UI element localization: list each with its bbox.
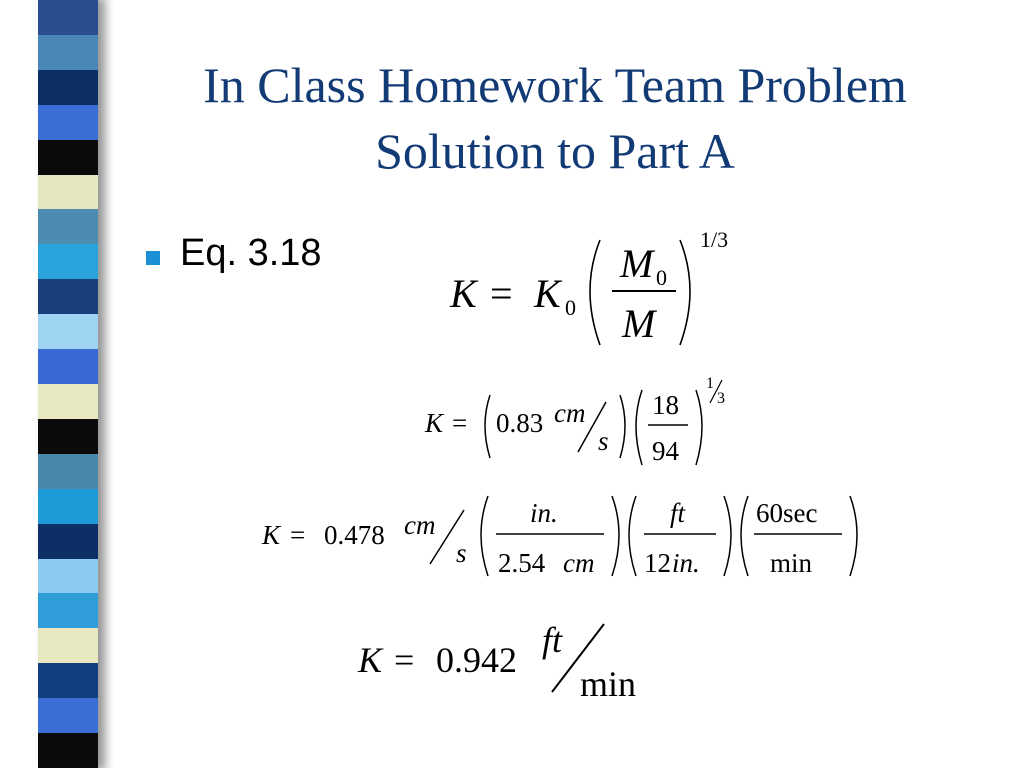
stripe-segment [38,0,98,35]
stripe-segment [38,489,98,524]
title-line-2: Solution to Part A [375,123,735,179]
eq1-left-paren [590,240,600,345]
eq2-unit-num: cm [554,398,586,428]
bullet-square-icon [146,251,160,265]
equation-2 [420,370,740,470]
eq1-lhs: K [450,271,477,316]
equation-4 [352,612,662,707]
eq3-f2-den-val: 12 [644,548,671,578]
eq3-f2-num: ft [670,498,686,528]
eq1-num: M [620,241,654,286]
stripe-segment [38,698,98,733]
stripe-segment [38,559,98,594]
stripe-segment [38,454,98,489]
eq4-unit-den: min [580,664,637,704]
eq1-den: M [622,301,656,346]
stripe-segment [38,70,98,105]
eq2-value: 0.83 [496,408,544,438]
eq4-value: 0.942 [436,640,517,680]
stripe-segment [38,384,98,419]
stripe-segment [38,140,98,175]
eq3-f3-den: min [770,548,813,578]
stripe-segment [38,209,98,244]
eq2-unit-den: s [598,426,609,456]
eq1-exponent: 1/3 [700,227,729,252]
eq3-f1-den-val: 2.54 [498,548,546,578]
stripe-segment [38,593,98,628]
eq2-den: 94 [652,436,679,466]
eq4-unit-num: ft [542,620,563,660]
stripe-segment [38,279,98,314]
stripe-segment [38,175,98,210]
stripe-segment [38,419,98,454]
eq3-f3-num: 60sec [756,498,818,528]
stripe-segment [38,733,98,768]
stripe-segment [38,663,98,698]
eq2-paren-1-left [485,395,490,458]
eq3-f3-left-paren [741,496,748,576]
eq2-exp-den: 3 [717,390,725,407]
bullet-text: Eq. 3.18 [180,232,322,274]
eq1-equals: = [490,271,513,316]
eq2-equals: = [452,408,468,438]
stripe-segment [38,349,98,384]
eq3-f1-left-paren [481,496,488,576]
eq3-unit-den: s [456,538,467,568]
eq3-value: 0.478 [324,520,385,550]
eq3-lhs: K [262,520,281,550]
equation-3 [258,488,868,588]
eq3-f1-right-paren [612,496,619,576]
eq3-f2-left-paren [629,496,636,576]
eq4-equals: = [394,640,415,680]
eq1-k-sub: 0 [565,295,576,320]
eq3-unit-num: cm [404,510,436,540]
equation-1 [440,225,760,355]
stripe-shadow [98,0,114,768]
eq3-f2-den-unit: in. [672,548,700,578]
eq2-num: 18 [652,390,679,420]
eq1-num-sub: 0 [656,265,667,290]
eq2-paren-1-right [620,395,625,458]
title-line-1: In Class Homework Team Problem [203,57,907,113]
eq2-paren-2-left [636,390,642,465]
eq3-equals: = [290,520,306,550]
stripe-segment [38,35,98,70]
stripe-segment [38,105,98,140]
eq1-k: K [534,271,561,316]
stripe-segment [38,244,98,279]
stripe-segment [38,314,98,349]
eq3-f2-right-paren [724,496,731,576]
eq2-exp-num: 1 [706,375,714,392]
stripe-segment [38,524,98,559]
eq4-lhs: K [358,640,383,680]
eq2-lhs: K [425,408,444,438]
eq3-f3-right-paren [850,496,857,576]
slide-title [120,52,990,184]
eq3-f1-num: in. [530,498,558,528]
eq1-right-paren [680,240,690,345]
decorative-stripe-bar [38,0,98,768]
stripe-segment [38,628,98,663]
eq3-f1-den-unit: cm [563,548,595,578]
eq2-paren-2-right [696,390,702,465]
